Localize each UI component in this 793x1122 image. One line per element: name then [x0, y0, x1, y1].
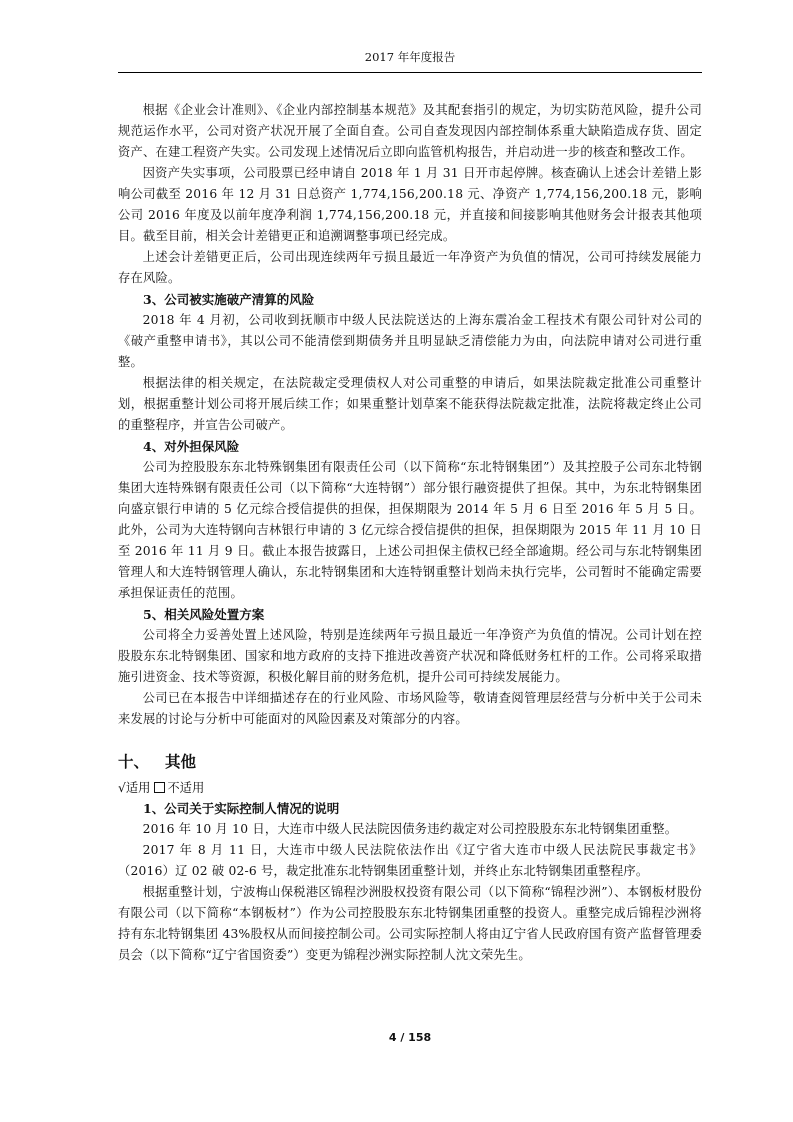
applicability-row	[118, 778, 702, 798]
page-number: 4 / 158	[388, 1031, 432, 1044]
section-title	[118, 750, 702, 774]
paragraph: 公司将全力妥善处置上述风险，特别是连续两年亏损且最近一年净资产为负值的情况。公司计划在控股股东东北特钢集团、国家和地方政府的支持下推进改善资产状况和降低财务杠杆的工作。公司将采取措施引进资金、技术等资源，积极化解目前的财务危机，提升公司可持续发展能力。	[118, 628, 702, 684]
applicable-label: 适用	[125, 781, 151, 795]
section-name: 其他	[165, 753, 197, 771]
paragraph: 根据法律的相关规定，在法院裁定受理债权人对公司重整的申请后，如果法院裁定批准公司重整计划，根据重整计划公司将开展后续工作；如果重整计划草案不能获得法院裁定批准，法院将裁定终止公司的重整程序，并宣告公司破产。	[118, 376, 702, 432]
subheading-actual-controller: 1、公司关于实际控制人情况的说明	[143, 801, 340, 816]
not-applicable-label: 不适用	[167, 781, 205, 795]
page-header: 2017 年年度报告	[364, 50, 456, 64]
subheading-bankruptcy-risk: 3、公司被实施破产清算的风险	[143, 292, 315, 307]
section-number: 十、	[118, 753, 150, 771]
checkmark-icon: √	[118, 781, 126, 795]
paragraph: 根据重整计划，宁波梅山保税港区锦程沙洲股权投资有限公司（以下简称“锦程沙洲”）、本钢板材股份有限公司（以下简称“本钢板材”）作为公司控股股东东北特钢集团重整的投资人。重整完成后锦程沙洲将持有东北特钢集团 43%股权从而间接控制公司。公司实际控制人将由辽宁省人民政府国有资产监督管理委员会（以下简称“辽宁省国资委”）变更为锦程沙洲实际控制人沈文荣先生。	[118, 885, 702, 962]
paragraph: 公司为控股股东东北特殊钢集团有限责任公司（以下简称“东北特钢集团”）及其控股子公司东北特钢集团大连特殊钢有限责任公司（以下简称“大连特钢”）部分银行融资提供了担保。其中，为东北特钢集团向盛京银行申请的 5 亿元综合授信提供的担保，担保期限为 2014 年 5 月 6 日至 2016 年 5 月 5 日。此外，公司为大连特钢向吉林银行申请的 3 亿元综合授信提供的担保，担保期限为 2015 年 11 月 10 日至 2016 年 11 月 9 日。截止本报告披露日，上述公司担保主债权已经全部逾期。经公司与东北特钢集团管理人和大连特钢管理人确认，东北特钢集团和大连特钢重整计划尚未执行完毕，公司暂时不能确定需要承担保证责任的范围。	[118, 460, 702, 600]
paragraph: 2018 年 4 月初，公司收到抚顺市中级人民法院送达的上海东震冶金工程技术有限公司针对公司的《破产重整申请书》，其以公司不能清偿到期债务并且明显缺乏清偿能力为由，向法院申请对公司进行重整。	[118, 313, 702, 369]
report-body	[118, 100, 702, 966]
header-divider	[118, 72, 702, 73]
paragraph: 上述会计差错更正后，公司出现连续两年亏损且最近一年净资产为负值的情况，公司可持续发展能力存在风险。	[118, 250, 702, 285]
paragraph: 根据《企业会计准则》、《企业内部控制基本规范》及其配套指引的规定，为切实防范风险，提升公司规范运作水平，公司对资产状况开展了全面自查。公司自查发现因内部控制体系重大缺陷造成存货、固定资产、在建工程资产失实。公司发现上述情况后立即向监管机构报告，并启动进一步的核查和整改工作。	[118, 103, 702, 159]
checkbox-icon	[154, 782, 165, 793]
paragraph: 2016 年 10 月 10 日，大连市中级人民法院因债务违约裁定对公司控股股东东北特钢集团重整。	[142, 822, 678, 836]
subheading-risk-plan: 5、相关风险处置方案	[143, 607, 265, 622]
paragraph: 公司已在本报告中详细描述存在的行业风险、市场风险等，敬请查阅管理层经营与分析中关于公司未来发展的讨论与分析中可能面对的风险因素及对策部分的内容。	[118, 691, 702, 726]
paragraph: 2017 年 8 月 11 日，大连市中级人民法院依法作出《辽宁省大连市中级人民法院民事裁定书》（2016）辽 02 破 02-6 号，裁定批准东北特钢集团重整计划，并终止东北特钢集团重整程序。	[118, 843, 702, 878]
subheading-guarantee-risk: 4、对外担保风险	[143, 439, 240, 454]
paragraph: 因资产失实事项，公司股票已经申请自 2018 年 1 月 31 日开市起停牌。核查确认上述会计差错上影响公司截至 2016 年 12 月 31 日总资产 1,774,156,200.18 元、净资产 1,774,156,200.18 元，影响公司 2016 年度及以前年度净利润 1,774,156,200.18 元，并直接和间接影响其他财务会计报表其他项目。截至目前，相关会计差错更正和追溯调整事项已经完成。	[118, 166, 702, 243]
